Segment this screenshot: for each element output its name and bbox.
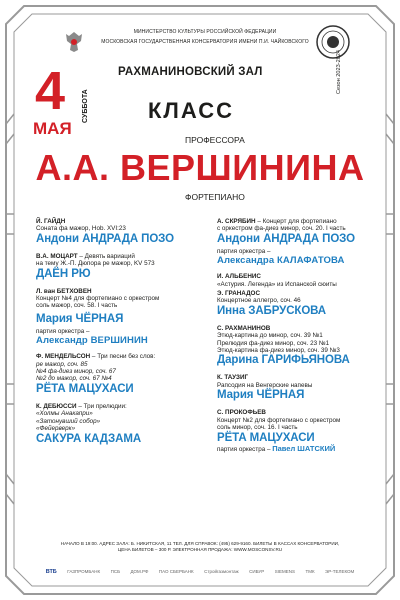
- sponsor-logo: ДОМ.РФ: [130, 569, 149, 574]
- composer: И. АЛЬБЕНИС: [217, 273, 261, 281]
- orchestra-label: партия оркестра –: [217, 247, 271, 255]
- program-item: [36, 403, 206, 446]
- composer: К. ТАУЗИГ: [217, 374, 249, 382]
- work-title: – Концерт для фортепиано: [255, 218, 337, 225]
- footer-info: [40, 541, 360, 553]
- sponsor-logo: Стройгазмонтаж: [204, 569, 239, 574]
- conservatory-seal-icon: [315, 24, 351, 60]
- conservatory-text: МОСКОВСКАЯ ГОСУДАРСТВЕННАЯ КОНСЕРВАТОРИЯ ИМЕНИ П.И. ЧАЙКОВСКОГО: [101, 39, 309, 45]
- orchestra-label: партия оркестра –: [217, 445, 271, 453]
- orchestra-performer: Александра КАЛАФАТОВА: [217, 255, 345, 267]
- sponsor-logo: СИБУР: [249, 569, 265, 574]
- work-line: на тему Ж.-П. Дюпора ре мажор, KV 573: [36, 260, 155, 268]
- composer: Л. ван БЕТХОВЕН: [36, 287, 92, 295]
- work-line: Соната фа мажор, Hob. XVI:23: [36, 225, 126, 233]
- footer-line-2: ЦЕНА БИЛЕТОВ – 300 Р. ЭЛЕКТРОННАЯ ПРОДАЖА: WWW.MOSCONSV.RU: [117, 547, 283, 552]
- sponsor-logo: ЭР-ТЕЛЕКОМ: [325, 569, 355, 574]
- performer: Дарина ГАРИФЬЯНОВА: [217, 354, 350, 367]
- program-left-column: [36, 218, 206, 453]
- performer: РЁТА МАЦУХАСИ: [217, 431, 315, 444]
- program-item: [217, 218, 389, 266]
- program-item: [217, 290, 389, 318]
- hall-name: РАХМАНИНОВСКИЙ ЗАЛ: [118, 66, 263, 78]
- work-title: – Девять вариаций: [77, 252, 135, 260]
- work-line: №2 до мажор, соч. 67 №4: [36, 375, 112, 383]
- work-line: Концерт №4 для фортепиано с оркестром: [36, 295, 160, 303]
- work-line: Этюд-картина фа-диез минор, соч. 39 №3: [217, 347, 340, 355]
- program-item: [217, 325, 389, 368]
- performer: Мария ЧЁРНАЯ: [217, 389, 305, 402]
- performer: Мария ЧЁРНАЯ: [36, 312, 124, 325]
- program-item: [217, 273, 389, 288]
- work-line: соль мажор, соч. 58. I часть: [36, 302, 118, 310]
- performer: ДАЁН РЮ: [36, 267, 91, 280]
- program-item: [217, 374, 389, 402]
- orchestra-label: партия оркестра –: [36, 327, 90, 335]
- work-line: соль минор, соч. 16. I часть: [217, 424, 298, 432]
- orchestra-performer: Александр ВЕРШИНИН: [36, 335, 148, 347]
- professor-label: ПРОФЕССОРА: [185, 135, 245, 145]
- composer: Ф. МЕНДЕЛЬСОН: [36, 353, 91, 361]
- sponsor-logo: ПСБ: [110, 569, 121, 574]
- performer: Андони АНДРАДА ПОЗО: [36, 232, 174, 245]
- work-line: с оркестром фа-диез минор, соч. 20. I часть: [217, 225, 346, 233]
- work-line: «Затонувший собор»: [36, 417, 101, 425]
- program-item: [36, 288, 206, 347]
- work-line: Рапсодия на Венгерские напевы: [217, 381, 313, 389]
- composer: К. ДЕБЮССИ: [36, 402, 77, 410]
- composer: Э. ГРАНАДОС: [217, 290, 261, 298]
- work-line: Концерт №2 для фортепиано с оркестром: [217, 416, 341, 424]
- work-line: Этюд-картина до минор, соч. 39 №1: [217, 332, 323, 340]
- program-item: [36, 353, 206, 396]
- coat-of-arms-icon: [62, 30, 86, 54]
- date-month: МАЯ: [33, 119, 72, 138]
- composer: А. СКРЯБИН: [217, 218, 256, 225]
- season-label: Сезон 2023-2024: [336, 49, 342, 94]
- work-line: Прелюдия фа-диез минор, соч. 23 №1: [217, 339, 330, 347]
- program-item: [36, 218, 206, 246]
- orchestra-performer: Павел ШАТСКИЙ: [272, 443, 336, 453]
- sponsor-logo: ВТБ: [45, 569, 57, 575]
- sponsor-logo: ТМК: [305, 569, 315, 574]
- performer: САКУРА КАДЗАМА: [36, 432, 142, 445]
- work-title: – Три прелюдии:: [76, 402, 127, 410]
- sponsor-logo: ПАО СБЕРБАНК: [158, 569, 194, 574]
- sponsor-logo: SIEMENS: [274, 569, 296, 574]
- performer: Андони АНДРАДА ПОЗО: [217, 232, 355, 245]
- work-title: – Три песни без слов:: [90, 353, 156, 361]
- footer-line-1: НАЧАЛО В 19:00. АДРЕС ЗАЛА: Б. НИКИТСКАЯ, 11 ТЕЛ. ДЛЯ СПРАВОК: (495) 629-9160. БИЛЕТЫ В КАССАХ КОНСЕРВАТОРИИ,: [60, 541, 340, 546]
- work-line: №4 фа-диез минор, соч. 67: [36, 368, 116, 376]
- program-item: [36, 253, 206, 281]
- composer: С. РАХМАНИНОВ: [217, 324, 271, 332]
- sponsor-logos: [40, 560, 360, 578]
- program-item: [217, 409, 389, 453]
- composer: С. ПРОКОФЬЕВ: [217, 409, 266, 417]
- composer: В.А. МОЦАРТ: [36, 252, 78, 260]
- ministry-text: МИНИСТЕРСТВО КУЛЬТУРЫ РОССИЙСКОЙ ФЕДЕРАЦИИ: [133, 29, 277, 35]
- professor-name: А.А. ВЕРШИНИНА: [35, 147, 365, 188]
- composer: Й. ГАЙДН: [36, 218, 66, 225]
- program-right-column: [217, 218, 389, 460]
- date-day: 4: [35, 61, 66, 121]
- work-line: Концертное аллегро, соч. 46: [217, 297, 301, 305]
- performer: Инна ЗАБРУСКОВА: [217, 304, 327, 317]
- date-weekday: СУББОТА: [82, 89, 89, 123]
- sponsor-logo: ГАЗПРОМБАНК: [67, 569, 101, 574]
- work-line: «Фейерверк»: [36, 425, 76, 433]
- work-line: ре мажор, соч. 85: [36, 360, 88, 368]
- work-line: «Холмы Анакапри»: [36, 410, 93, 418]
- work-line: «Астурия. Легенда» из Испанской сюиты: [217, 280, 337, 288]
- instrument-label: ФОРТЕПИАНО: [185, 192, 245, 202]
- performer: РЁТА МАЦУХАСИ: [36, 382, 134, 395]
- class-title: КЛАСС: [148, 98, 234, 123]
